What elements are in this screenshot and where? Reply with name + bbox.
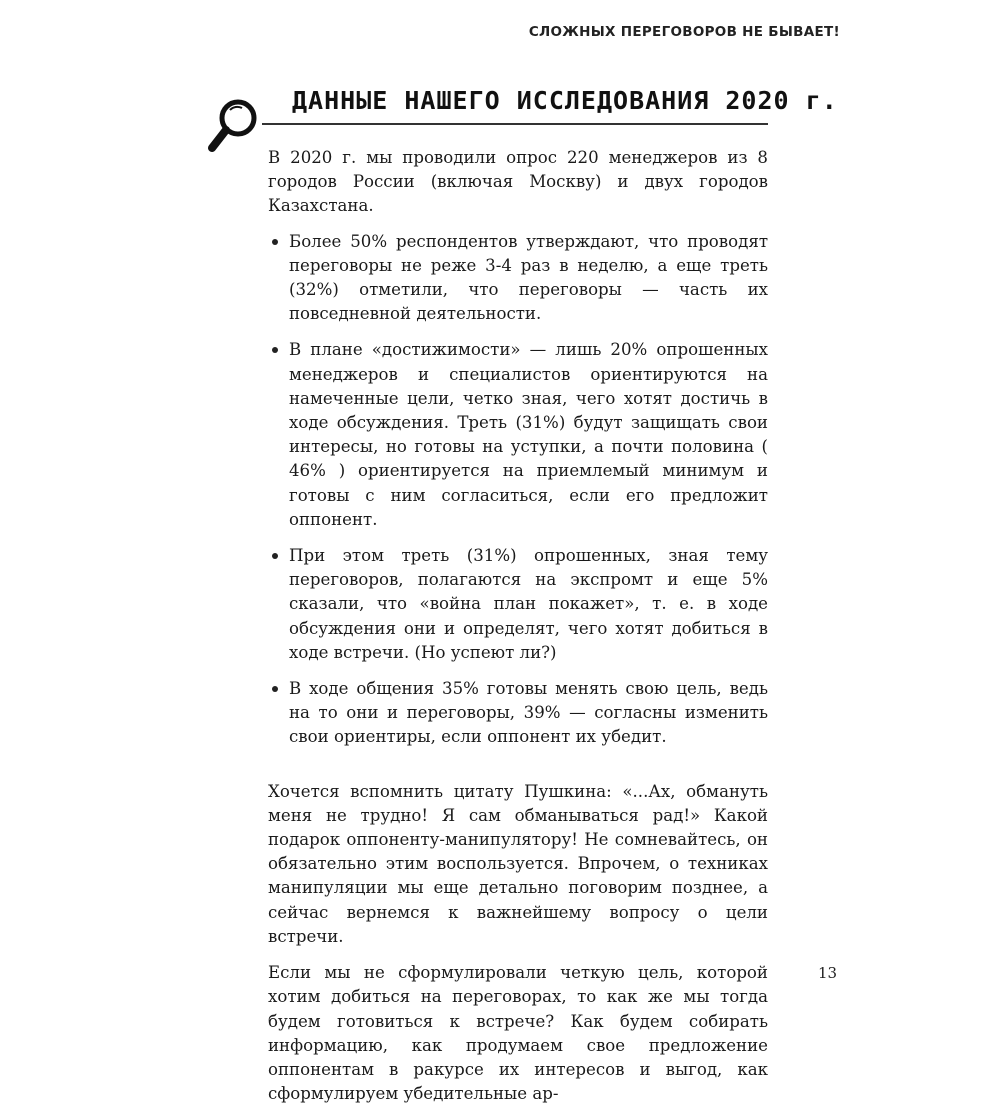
bullet-item: В плане «достижимости» — лишь 20% опрошенных менеджеров и специалистов ориентируются на намеченные цели, четко зная, чего хотят достичь в ходе обсуждения. Треть (31%) будут защищать свои интересы, но готовы на уступки, а почти половина ( 46% ) ориентируется на приемлемый минимум и готовы с ним согласиться, если его предложит оппонент. xyxy=(268,338,768,532)
bullet-item: Более 50% респондентов утверждают, что проводят переговоры не реже 3-4 раз в неделю, а еще треть (32%) отметили, что переговоры — часть их повседневной деятельности. xyxy=(268,230,768,327)
body-text xyxy=(268,146,768,1106)
bullet-list xyxy=(268,230,768,750)
bullet-item: При этом треть (31%) опрошенных, зная тему переговоров, полагаются на экспромт и еще 5% сказали, что «война план покажет», т. е. в ходе обсуждения они и определят, чего хотят добиться в ходе встречи. (Но успеют ли?) xyxy=(268,544,768,665)
paragraph: Если мы не сформулировали четкую цель, которой хотим добиться на переговорах, то как же мы тогда будем готовиться к встрече? Как будем собирать информацию, как продумаем свое предложение оппонентам в ракурсе их интересов и выгод, как сформулируем убедительные ар- xyxy=(268,963,768,1104)
heading-underline xyxy=(262,123,768,125)
bullet-item: В ходе общения 35% готовы менять свою цель, ведь на то они и переговоры, 39% — согласны изменить свои ориентиры, если оппонент их убедит. xyxy=(268,677,768,750)
intro-paragraph: В 2020 г. мы проводили опрос 220 менеджеров из 8 городов России (включая Москву) и двух городов Казахстана. xyxy=(268,148,768,216)
magnifying-glass-icon xyxy=(204,96,262,158)
paragraph: Хочется вспомнить цитату Пушкина: «...Ах, обмануть меня не трудно! Я сам обманываться рад!» Какой подарок оппоненту-манипулятору! Не сомневайтесь, он обязательно этим воспользуется. Впрочем, о техниках манипуляции мы еще детально поговорим позднее, а сейчас вернемся к важнейшему вопросу о цели встречи. xyxy=(268,781,768,946)
page-number: 13 xyxy=(818,964,838,982)
section-heading: ДАННЫЕ НАШЕГО ИССЛЕДОВАНИЯ 2020 г. xyxy=(292,86,838,115)
running-header: СЛОЖНЫХ ПЕРЕГОВОРОВ НЕ БЫВАЕТ! xyxy=(528,24,840,40)
